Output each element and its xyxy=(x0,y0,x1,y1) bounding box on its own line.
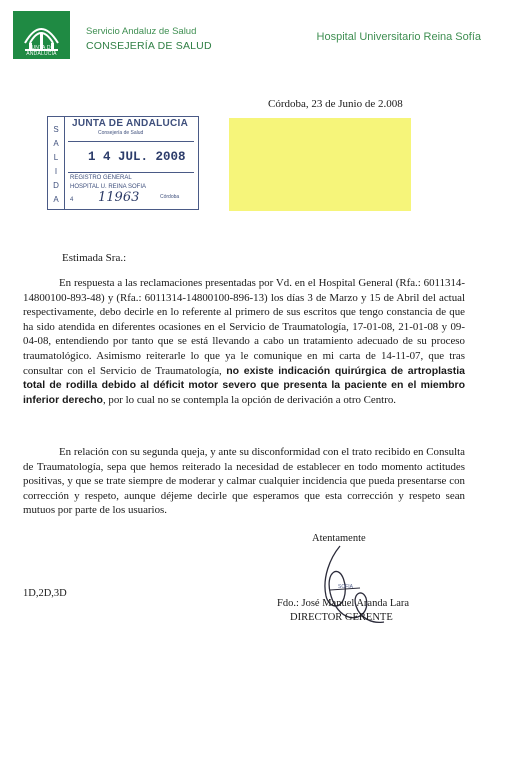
stamp-registry-line2: HOSPITAL U. REINA SOFIA xyxy=(70,184,147,190)
signer-name: Fdo.: José Manuel Aranda Lara xyxy=(277,598,410,609)
registry-stamp xyxy=(47,116,199,210)
stamp-side-letter: L xyxy=(53,153,59,162)
logo-caption: JUNTA DE ANDALUCIA xyxy=(26,45,57,57)
junta-andalucia-logo xyxy=(13,11,70,59)
stamp-side-letter: S xyxy=(53,125,59,134)
stamp-date: 1 4 JUL. 2008 xyxy=(88,150,186,164)
stamp-side-letter: D xyxy=(53,181,59,190)
signer-title: DIRECTOR GERENTE xyxy=(290,612,393,623)
salutation: Estimada Sra.: xyxy=(62,252,127,264)
stamp-divider xyxy=(68,141,194,142)
stamp-side-letter: A xyxy=(53,195,59,204)
org-name-line1: Servicio Andaluz de Salud xyxy=(86,26,197,37)
signature-stamp-text: SOFIA xyxy=(338,584,354,590)
paragraph-1 xyxy=(23,276,465,407)
paragraph-1-bold: no existe indicación quirúrgica de artroplastia total de rodilla debido al déficit motor severo que presenta la paciente en el miembro inferior derecho xyxy=(23,364,465,406)
reference-codes: 1D,2D,3D xyxy=(23,588,67,599)
stamp-registry-number: 11963 xyxy=(98,190,140,205)
letter-date: Córdoba, 23 de Junio de 2.008 xyxy=(268,98,403,110)
stamp-registry-line1: REGISTRO GENERAL xyxy=(70,175,132,181)
stamp-side-label xyxy=(48,117,65,209)
stamp-divider xyxy=(68,172,194,173)
hospital-name: Hospital Universitario Reina Sofía xyxy=(316,31,481,43)
stamp-left-mark: 4 xyxy=(70,197,74,203)
stamp-side-letter: A xyxy=(53,139,59,148)
closing: Atentamente xyxy=(312,533,366,544)
stamp-subheading: Consejería de Salud xyxy=(98,130,144,136)
stamp-side-letter: I xyxy=(54,167,58,176)
redaction-block xyxy=(229,118,411,211)
paragraph-1-text-a: En respuesta a las reclamaciones presentadas por Vd. en el Hospital General (Rfa.: 6011314-14800100-893-48) y (Rfa.: 6011314-14800100-896-13) los días 3 de Marzo y 15 de Abril del actual respectivamente, debo decirle en lo referente al primero de sus escritos que tengo constancia de que ha sido atendida en diferentes ocasiones en el Servicio de Traumatología, 17-01-08, 21-01-08 y 09-04-08, entendiendo por tanto que se está llevando a cabo un tratamiento adecuado de su proceso traumatológico. Asimismo reiterarle lo que ya le comunique en mi carta de 14-11-07, que tras consultar con el Servicio de Traumatología, xyxy=(23,277,465,377)
org-name-line2: CONSEJERÍA DE SALUD xyxy=(86,40,212,52)
paragraph-2-text: En relación con su segunda queja, y ante su disconformidad con el trato recibido en Consulta de Traumatología, sepa que hemos reiterado la necesidad de establecer en todo momento actitudes positivas, y que se trate siempre de moderar y calmar cualquier incidencia que pueda presentarse con corrección y respeto, aunque déjeme decirle que esperamos que esta corrección y respeto sean mutuos por parte de los usuarios. xyxy=(23,446,465,517)
paragraph-1-text-b: , por lo cual no se contempla la opción de derivación a otro Centro. xyxy=(102,393,396,406)
stamp-note: Córdoba xyxy=(160,194,180,200)
stamp-heading: JUNTA DE ANDALUCIA xyxy=(72,118,189,129)
paragraph-2 xyxy=(23,445,465,518)
